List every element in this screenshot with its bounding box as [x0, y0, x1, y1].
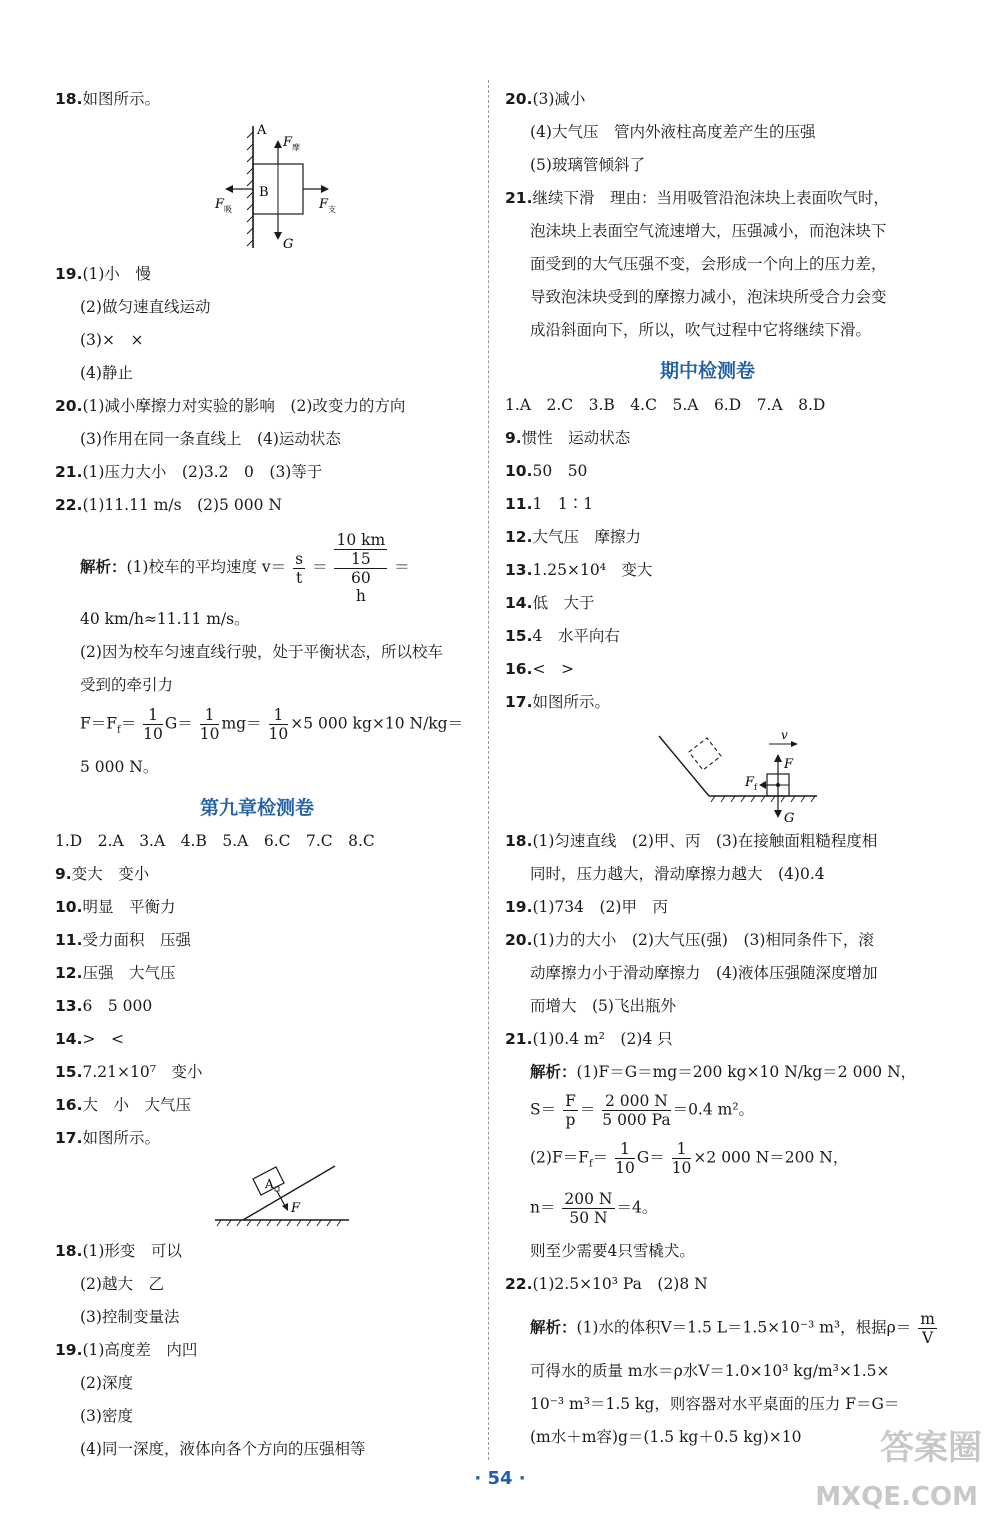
svg-text:F: F	[745, 775, 755, 790]
fig17-incline-block-diagram	[213, 1160, 353, 1232]
svg-text:支: 支	[328, 205, 336, 214]
svg-text:F: F	[291, 1201, 301, 1216]
svg-text:G: G	[784, 811, 795, 826]
watermark-logo: 答案圈	[880, 1428, 982, 1468]
svg-text:f: f	[754, 783, 757, 792]
svg-text:G: G	[283, 237, 294, 252]
fig18-label-B: B	[259, 185, 269, 200]
svg-text:F: F	[319, 197, 329, 212]
q20-left: 20.(1)减小摩擦力对实验的影响 (2)改变力的方向	[55, 397, 406, 415]
svg-text:摩: 摩	[292, 143, 300, 152]
column-divider	[488, 80, 489, 1460]
q21-area-equation: S＝ $\frac{F}{p}$ ＝ $\frac{2 000 N}{5 000 Pa}$ ＝0.4 m²。	[530, 1092, 755, 1129]
ch9-multiple-choice: 1.D 2.A 3.A 4.B 5.A 6.C 7.C 8.C	[55, 832, 375, 850]
q18-left: 18.如图所示。	[55, 90, 160, 108]
fig17-label-A: A	[265, 1177, 274, 1191]
section-title-midterm: 期中检测卷	[660, 360, 756, 382]
q22-left: 22.(1)11.11 m/s (2)5 000 N	[55, 496, 282, 514]
fig18-wall-block-diagram	[215, 118, 345, 253]
q21-left: 21.(1)压力大小 (2)3.2 0 (3)等于	[55, 463, 323, 481]
svg-text:v: v	[781, 728, 788, 742]
mid-multiple-choice: 1.A 2.C 3.B 4.C 5.A 6.D 7.A 8.D	[505, 396, 826, 414]
svg-text:F: F	[784, 757, 794, 772]
q22-analysis-line1: 解析：(1)校车的平均速度 v＝ $\frac{s}{t}$ ＝ 10 km 15 60 h ＝	[80, 531, 410, 605]
svg-text:吸: 吸	[224, 205, 232, 214]
q22-force-equation: $F=F_f=$ $\frac{1}{10}$ G＝ $\frac{1}{10}$ mg＝ $\frac{1}{10}$ ×5 000 kg×10 N/kg＝	[80, 706, 464, 743]
page-number: · 54 ·	[474, 1468, 526, 1489]
fig17-slope-block-diagram	[655, 726, 825, 826]
fig18-label-A: A	[257, 123, 267, 138]
section-title-ch9: 第九章检测卷	[200, 797, 315, 819]
svg-text:F: F	[215, 197, 225, 212]
watermark-url: MXQE.COM	[815, 1482, 978, 1512]
q19-left: 19.(1)小 慢	[55, 265, 151, 283]
svg-text:F: F	[283, 135, 293, 150]
